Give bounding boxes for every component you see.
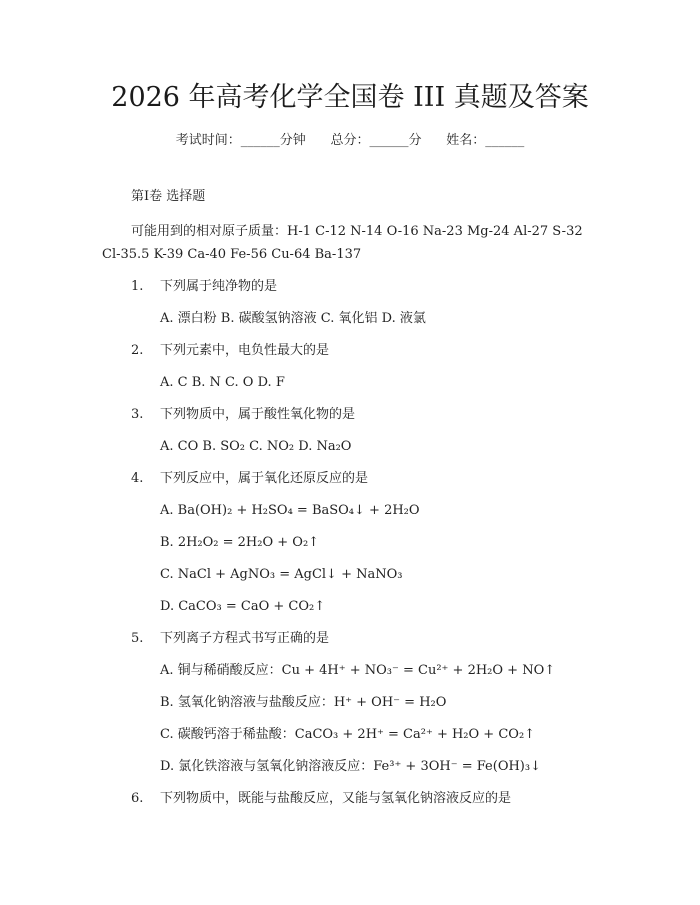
- question-text: 下列元素中，电负性最大的是: [160, 343, 330, 358]
- question-number: 1.: [131, 279, 144, 294]
- question-number: 2.: [131, 343, 144, 358]
- section-title: 第Ⅰ卷 选择题: [131, 189, 206, 204]
- question-number: 3.: [131, 407, 144, 422]
- question-option: A. 漂白粉 B. 碳酸氢钠溶液 C. 氧化铝 D. 液氯: [160, 311, 426, 326]
- question-option: C. 碳酸钙溶于稀盐酸：CaCO₃ + 2H⁺ = Ca²⁺ + H₂O + CO₂↑: [160, 727, 536, 742]
- question-option: B. 氢氧化钠溶液与盐酸反应：H⁺ + OH⁻ = H₂O: [160, 695, 447, 710]
- question-option: A. C B. N C. O D. F: [160, 375, 285, 390]
- atomic-mass-line-1: 可能用到的相对原子质量：H-1 C-12 N-14 O-16 Na-23 Mg-24 Al-27 S-32: [131, 224, 583, 239]
- question-text: 下列属于纯净物的是: [160, 279, 278, 294]
- question-option: A. Ba(OH)₂ + H₂SO₄ = BaSO₄↓ + 2H₂O: [160, 503, 420, 518]
- question-option: C. NaCl + AgNO₃ = AgCl↓ + NaNO₃: [160, 567, 403, 582]
- question-option: A. CO B. SO₂ C. NO₂ D. Na₂O: [160, 439, 352, 454]
- question-text: 下列反应中，属于氧化还原反应的是: [160, 471, 369, 486]
- question-text: 下列物质中，属于酸性氧化物的是: [160, 407, 356, 422]
- question-option: D. CaCO₃ = CaO + CO₂↑: [160, 599, 326, 614]
- question-number: 6.: [131, 791, 144, 806]
- question-number: 5.: [131, 631, 144, 646]
- exam-title: 2026 年高考化学全国卷 III 真题及答案: [111, 82, 589, 113]
- question-text: 下列物质中，既能与盐酸反应，又能与氢氧化钠溶液反应的是: [160, 791, 512, 806]
- exam-info-line: 考试时间：______分钟 总分：______分 姓名：______: [175, 133, 525, 148]
- question-text: 下列离子方程式书写正确的是: [160, 631, 330, 646]
- question-option: A. 铜与稀硝酸反应：Cu + 4H⁺ + NO₃⁻ = Cu²⁺ + 2H₂O + NO↑: [160, 663, 556, 678]
- atomic-mass-line-2: Cl-35.5 K-39 Ca-40 Fe-56 Cu-64 Ba-137: [102, 247, 362, 262]
- question-option: B. 2H₂O₂ = 2H₂O + O₂↑: [160, 535, 320, 550]
- question-number: 4.: [131, 471, 144, 486]
- question-option: D. 氯化铁溶液与氢氧化钠溶液反应：Fe³⁺ + 3OH⁻ = Fe(OH)₃↓: [160, 759, 541, 774]
